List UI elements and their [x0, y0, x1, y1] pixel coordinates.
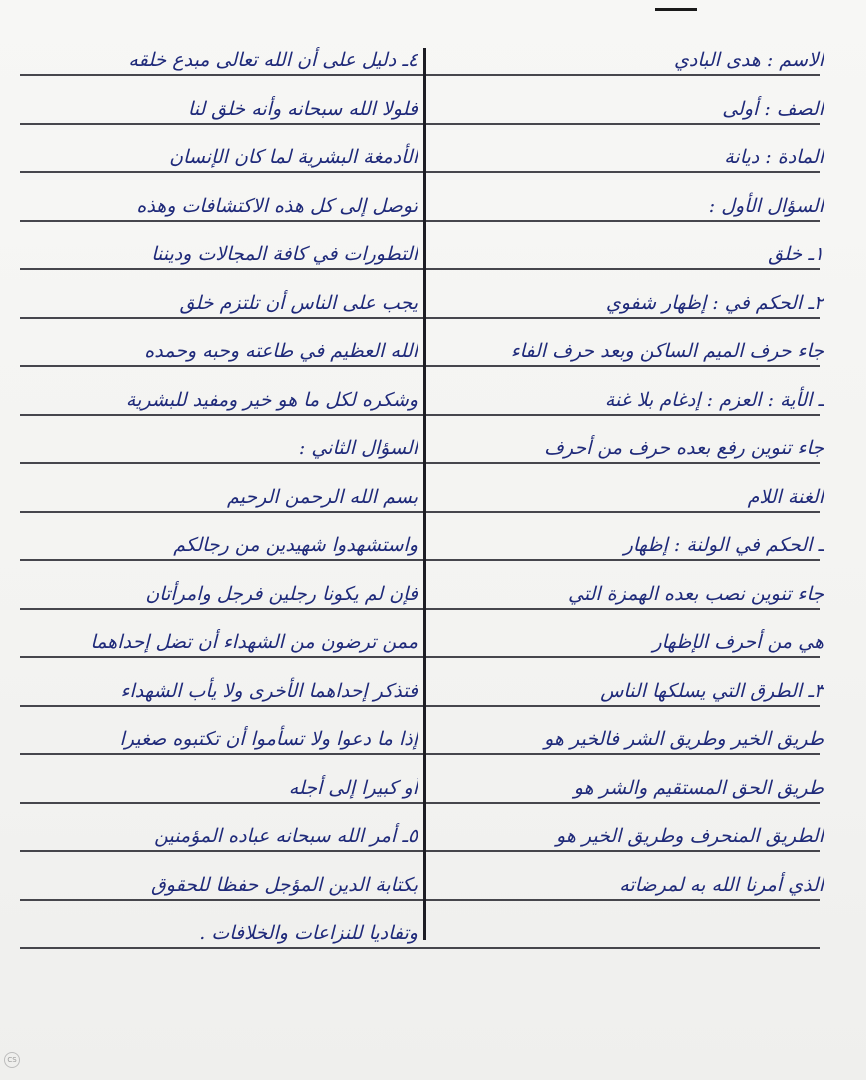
left-column-line: يجب على الناس أن تلتزم خلق	[179, 292, 418, 314]
right-column-line: ـ الأية : العزم : إدغام بلا غنة	[604, 389, 824, 411]
left-column-line: وتفاديا للنزاعات والخلافات .	[199, 922, 418, 944]
left-column-line: ٤ـ دليل على أن الله تعالى مبدع خلقه	[128, 49, 418, 71]
right-column-line: ١ـ خلق	[768, 243, 824, 265]
left-column-line: بكتابة الدين المؤجل حفظا للحقوق	[151, 874, 418, 896]
left-column-line: فلولا الله سبحانه وأنه خلق لنا	[187, 98, 418, 120]
left-column-line: الأدمغة البشرية لما كان الإنسان	[169, 146, 418, 168]
right-column-line: الذي أمرنا الله به لمرضاته	[619, 874, 824, 896]
right-column-line: الصف : أولى	[722, 98, 824, 120]
left-column-line: توصل إلى كل هذه الاكتشافات وهذه	[136, 195, 418, 217]
left-column-line: التطورات في كافة المجالات وديننا	[151, 243, 418, 265]
left-column-line: الله العظيم في طاعته وحبه وحمده	[144, 340, 418, 362]
right-column-line: الغنة اللام	[747, 486, 824, 508]
left-column-line: واستشهدوا شهيدين من رجالكم	[173, 534, 418, 556]
right-column-line: هي من أحرف الإظهار	[652, 631, 824, 653]
right-column-line: طريق الحق المستقيم والشر هو	[573, 777, 824, 799]
left-column-line: السؤال الثاني :	[298, 437, 418, 459]
left-column-line: بسم الله الرحمن الرحيم	[227, 486, 418, 508]
left-column-line: فإن لم يكونا رجلين فرجل وامرأتان	[145, 583, 418, 605]
right-column-line: ٢ـ الحكم في : إظهار شفوي	[605, 292, 824, 314]
right-column-line: جاء حرف الميم الساكن وبعد حرف الفاء	[510, 340, 824, 362]
right-column-line: الاسم : هدى البادي	[674, 49, 824, 71]
column-divider	[423, 48, 426, 940]
right-column-line: جاء تنوين رفع بعده حرف من أحرف	[544, 437, 824, 459]
scanner-logo: CS	[4, 1052, 20, 1068]
left-column-line: ٥ـ أمر الله سبحانه عباده المؤمنين	[154, 825, 418, 847]
left-column-line: أو كبيرا إلى أجله	[288, 777, 418, 799]
left-column-line: فتذكر إحداهما الأخرى ولا يأب الشهداء	[120, 680, 418, 702]
left-column-line: وشكره لكل ما هو خير ومفيد للبشرية	[125, 389, 418, 411]
left-column-line: ممن ترضون من الشهداء أن تضل إحداهما	[90, 631, 418, 653]
right-column-line: المادة : ديانة	[724, 146, 824, 168]
right-column-line: السؤال الأول :	[708, 195, 824, 217]
right-column-line: جاء تنوين نصب بعده الهمزة التي	[568, 583, 824, 605]
right-column-line: ـ الحكم في الولنة : إظهار	[623, 534, 824, 556]
right-column-line: طريق الخير وطريق الشر فالخير هو	[544, 728, 824, 750]
left-column-line: إذا ما دعوا ولا تسأموا أن تكتبوه صغيرا	[119, 728, 418, 750]
right-column-line: ٣ـ الطرق التي يسلكها الناس	[600, 680, 824, 702]
right-column-line: الطريق المنحرف وطريق الخير هو	[556, 825, 824, 847]
